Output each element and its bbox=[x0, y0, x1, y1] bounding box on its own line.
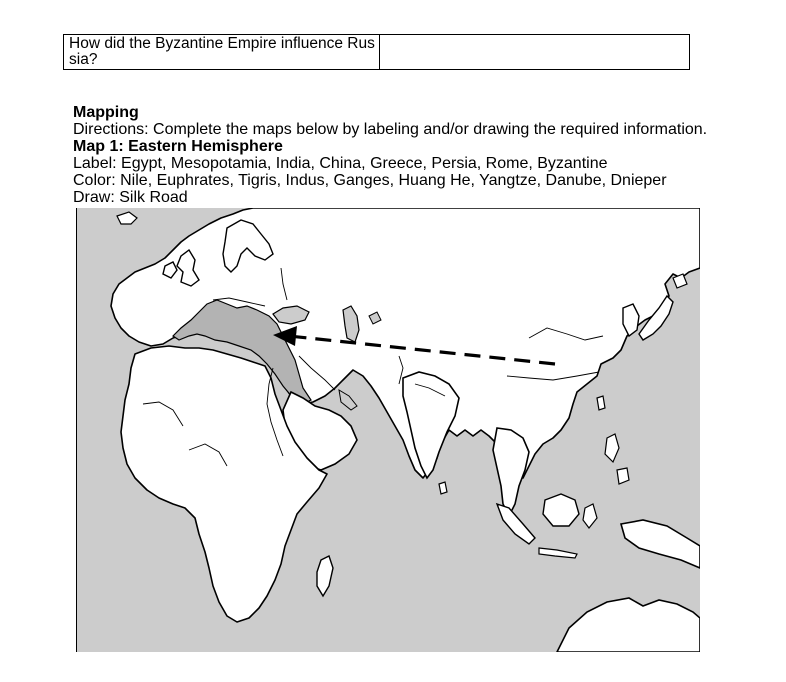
question-cell: How did the Byzantine Empire influence Russia? bbox=[64, 35, 380, 69]
sri-lanka bbox=[439, 482, 447, 494]
map-svg bbox=[77, 208, 700, 652]
label-instructions: Label: Egypt, Mesopotamia, India, China, Greece, Persia, Rome, Byzantine bbox=[73, 155, 608, 172]
directions-text: Directions: Complete the maps below by labeling and/or drawing the required information. bbox=[73, 121, 708, 138]
color-instructions: Color: Nile, Euphrates, Tigris, Indus, Ganges, Huang He, Yangtze, Danube, Dnieper bbox=[73, 172, 667, 189]
answer-cell[interactable] bbox=[380, 35, 689, 69]
mapping-section bbox=[73, 104, 707, 206]
map1-title: Map 1: Eastern Hemisphere bbox=[73, 138, 283, 155]
eastern-hemisphere-map bbox=[76, 208, 700, 652]
taiwan bbox=[597, 396, 605, 410]
mapping-heading: Mapping bbox=[73, 104, 139, 121]
borneo bbox=[543, 494, 579, 526]
question-table bbox=[63, 34, 690, 70]
draw-instructions: Draw: Silk Road bbox=[73, 189, 188, 206]
